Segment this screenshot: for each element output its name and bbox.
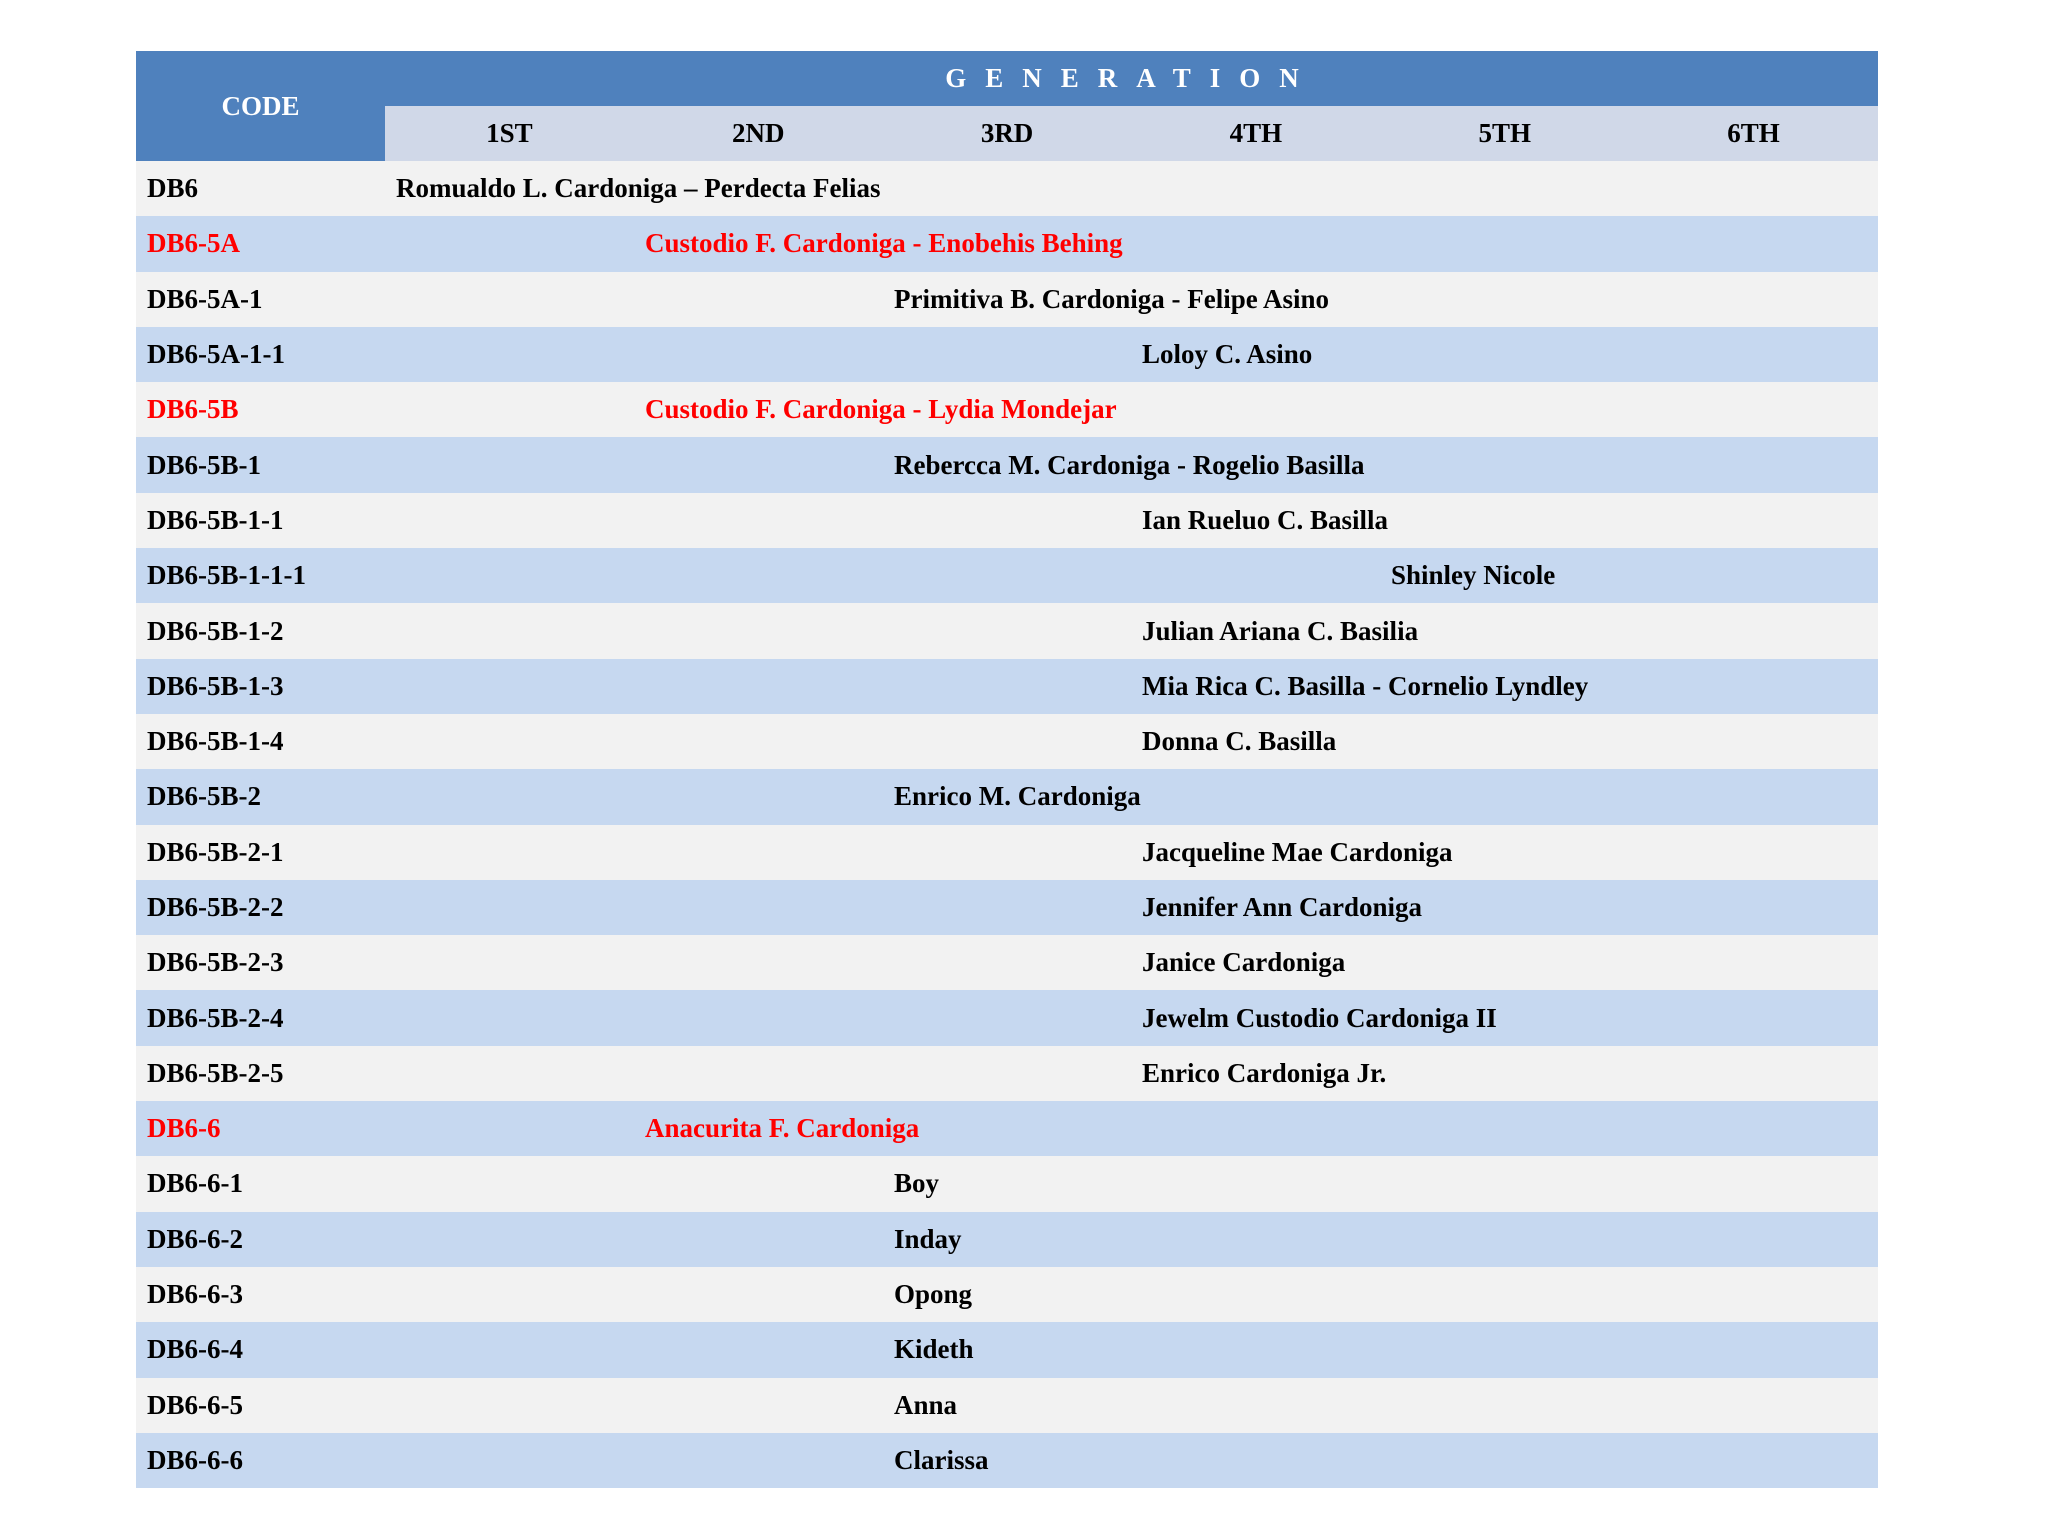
- table-row: [136, 216, 1878, 271]
- row-code: DB6-5B-1-2: [147, 615, 284, 646]
- table-row: [136, 437, 1878, 492]
- row-name: Donna C. Basilla: [1142, 726, 1337, 757]
- row-name: Shinley Nicole: [1391, 560, 1556, 591]
- row-code: DB6-6-4: [147, 1334, 243, 1365]
- row-code: DB6: [147, 173, 199, 204]
- table-header: [136, 51, 1878, 161]
- code-column-header: CODE: [136, 51, 385, 161]
- table-row: [136, 1433, 1878, 1488]
- generation-col-4th: 4TH: [1229, 118, 1283, 148]
- row-code: DB6-5B-1-4: [147, 726, 284, 757]
- generation-columns: [385, 106, 1878, 161]
- row-name: Loloy C. Asino: [1142, 339, 1313, 370]
- row-code: DB6-5A-1: [147, 283, 263, 314]
- row-code: DB6-5B-1-3: [147, 670, 284, 701]
- row-code: DB6-6: [147, 1113, 221, 1144]
- row-code: DB6-5B-1-1-1: [147, 560, 306, 591]
- table-row: [136, 659, 1878, 714]
- table-row: [136, 769, 1878, 824]
- table-row: [136, 1322, 1878, 1377]
- row-name: Boy: [894, 1168, 940, 1199]
- row-code: DB6-6-1: [147, 1168, 243, 1199]
- table-row: [136, 1267, 1878, 1322]
- generation-col-3rd: 3RD: [980, 118, 1034, 148]
- table-row: [136, 1101, 1878, 1156]
- table-row: [136, 1046, 1878, 1101]
- table-row: [136, 382, 1878, 437]
- row-code: DB6-5B: [147, 394, 239, 425]
- table-row: [136, 935, 1878, 990]
- row-name: Mia Rica C. Basilla - Cornelio Lyndley: [1142, 670, 1589, 701]
- row-code: DB6-5B-1: [147, 449, 261, 480]
- row-name: Primitiva B. Cardoniga - Felipe Asino: [894, 283, 1329, 314]
- row-code: DB6-6-2: [147, 1223, 243, 1254]
- row-name: Jennifer Ann Cardoniga: [1142, 892, 1423, 922]
- row-code: DB6-5B-2-3: [147, 947, 284, 978]
- generation-col-5th: 5TH: [1478, 118, 1531, 148]
- table-row: [136, 493, 1878, 548]
- generation-header: GENERATION: [385, 51, 1878, 106]
- generation-col-1st: 1ST: [486, 118, 533, 148]
- row-name: Inday: [894, 1223, 962, 1254]
- row-name: Romualdo L. Cardoniga – Perdecta Felias: [396, 173, 881, 204]
- row-code: DB6-6-3: [147, 1279, 243, 1310]
- table-row: [136, 548, 1878, 603]
- row-code: DB6-5B-2-1: [147, 836, 284, 867]
- generation-col-6th: 6TH: [1727, 118, 1780, 148]
- table-row: [136, 825, 1878, 880]
- row-name: Jewelm Custodio Cardoniga II: [1142, 1002, 1497, 1033]
- table-row: [136, 327, 1878, 382]
- row-code: DB6-5B-2-2: [147, 892, 284, 922]
- row-name: Enrico M. Cardoniga: [894, 781, 1141, 812]
- row-name: Enrico Cardoniga Jr.: [1142, 1057, 1387, 1088]
- genealogy-table: [136, 51, 1878, 1488]
- table-row: [136, 272, 1878, 327]
- row-name: Rebercca M. Cardoniga - Rogelio Basilla: [894, 449, 1365, 480]
- row-name: Kideth: [894, 1334, 974, 1365]
- table-row: [136, 1212, 1878, 1267]
- row-name: Clarissa: [894, 1444, 989, 1475]
- row-name: Opong: [894, 1279, 973, 1310]
- table-row: [136, 161, 1878, 216]
- table-row: [136, 603, 1878, 658]
- row-code: DB6-5B-2-5: [147, 1057, 284, 1088]
- row-name: Janice Cardoniga: [1142, 947, 1346, 978]
- row-code: DB6-5A-1-1: [147, 339, 285, 370]
- table-row: [136, 714, 1878, 769]
- generation-col-2nd: 2ND: [731, 118, 785, 148]
- row-name: Julian Ariana C. Basilia: [1142, 615, 1419, 646]
- table-row: [136, 1156, 1878, 1211]
- row-code: DB6-6-6: [147, 1444, 243, 1475]
- row-name: Jacqueline Mae Cardoniga: [1142, 836, 1453, 867]
- table-row: [136, 1378, 1878, 1433]
- row-code: DB6-5B-2: [147, 781, 261, 812]
- row-code: DB6-5B-1-1: [147, 504, 284, 535]
- row-name: Anna: [894, 1389, 958, 1420]
- row-name: Ian Rueluo C. Basilla: [1142, 504, 1389, 535]
- table-row: [136, 990, 1878, 1045]
- row-code: DB6-5B-2-4: [147, 1002, 284, 1033]
- table-row: [136, 880, 1878, 935]
- row-name: Custodio F. Cardoniga - Lydia Mondejar: [645, 394, 1117, 425]
- table-body: [136, 161, 1878, 1488]
- row-name: Custodio F. Cardoniga - Enobehis Behing: [645, 228, 1123, 259]
- row-name: Anacurita F. Cardoniga: [645, 1113, 920, 1144]
- row-code: DB6-5A: [147, 228, 240, 259]
- row-code: DB6-6-5: [147, 1389, 243, 1420]
